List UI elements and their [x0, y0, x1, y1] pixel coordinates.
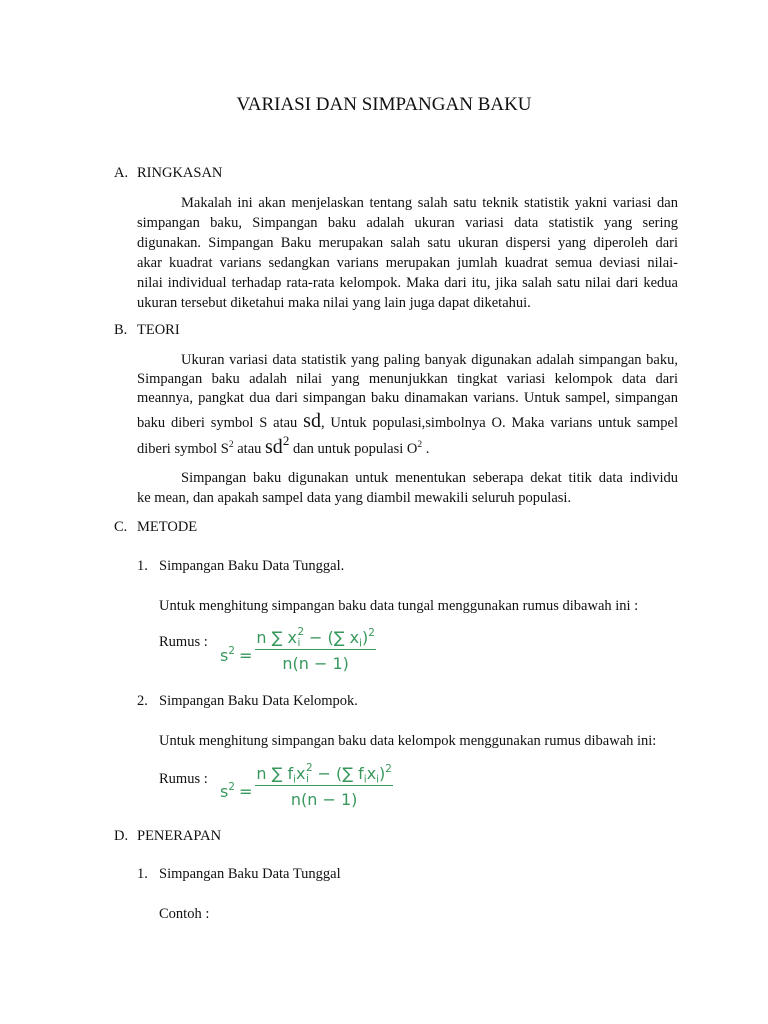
numerator — [255, 763, 393, 786]
numerator-term: x — [296, 764, 306, 783]
equals-sign: = — [238, 782, 253, 801]
denominator: n(n − 1) — [290, 790, 358, 809]
paragraph-line: Ukuran variasi data statistik yang paling banyak digunakan adalah simpangan baku, — [181, 352, 678, 368]
exponent: 2 — [282, 433, 290, 448]
sd-symbol: sd — [303, 410, 321, 432]
list-item-title: Simpangan Baku Data Kelompok. — [159, 693, 358, 709]
standard-deviation-formula-grouped — [220, 763, 393, 811]
formula-lhs — [220, 782, 235, 802]
exponent: 2 — [385, 763, 392, 775]
line-text: . — [422, 441, 430, 457]
subscript-superscript — [305, 762, 313, 785]
section-penerapan-heading — [114, 826, 221, 846]
paragraph-line: akar kuadrat varians sedangkan varians merupakan jumlah kuadrat semua deviasi nilai- — [137, 255, 678, 271]
formula-label: Rumus : — [159, 634, 208, 650]
paragraph-line: ke mean, dan apakah sampel data yang diambil mewakili seluruh populasi. — [137, 490, 572, 506]
numerator — [255, 627, 375, 650]
paragraph-line — [137, 433, 430, 459]
fraction — [255, 763, 393, 811]
paragraph-line: nilai individual terhadap rata-rata kelompok. Maka dari itu, jika salah satu nilai dari kedua — [137, 275, 678, 291]
exponent: 2 — [228, 781, 235, 793]
line-text: atau — [233, 441, 266, 457]
index: i — [293, 773, 296, 786]
sd-symbol: sd — [265, 436, 283, 458]
exponent: 2 — [417, 440, 423, 450]
list-number: 1. — [137, 558, 148, 574]
list-item-title: Simpangan Baku Data Tunggal. — [159, 558, 345, 574]
fraction — [255, 627, 375, 675]
numerator-term: − (∑ f — [312, 764, 364, 783]
numerator-term: x — [366, 764, 377, 783]
section-teori-heading — [114, 320, 180, 340]
numerator-term: ) — [361, 628, 369, 647]
section-marker: D. — [114, 828, 129, 844]
line-text: diberi symbol — [137, 441, 221, 457]
numerator-term: n ∑ f — [256, 764, 294, 783]
line-text: dan untuk populasi — [289, 441, 407, 457]
paragraph-line: ukuran tersebut diketahui maka nilai yang lain juga dapat diketahui. — [137, 295, 531, 311]
variance-symbol: s — [220, 782, 229, 801]
list-item — [137, 556, 344, 576]
paragraph-line: Simpangan baku adalah nilai yang menunjukkan tingkat variasi kelompok data dari — [137, 371, 678, 387]
paragraph-line: digunakan. Simpangan Baku merupakan salah satu ukuran dispersi yang diperoleh dari — [137, 235, 678, 251]
index: i — [359, 637, 362, 650]
formula-lhs — [220, 646, 235, 666]
exponent: 2 — [305, 762, 313, 774]
exponent: 2 — [297, 626, 305, 638]
document-title: VARIASI DAN SIMPANGAN BAKU — [236, 94, 532, 115]
exponent: 2 — [228, 645, 235, 657]
paragraph-line: Simpangan baku digunakan untuk menentukan seberapa dekat titik data individu — [181, 470, 678, 486]
list-item — [137, 864, 341, 884]
section-ringkasan-heading — [114, 163, 222, 183]
s-symbol: S — [220, 441, 229, 457]
line-text: , Untuk populasi,simbolnya O. Maka varians untuk sampel — [320, 415, 679, 431]
method-description: Untuk menghitung simpangan baku data kelompok menggunakan rumus dibawah ini: — [159, 733, 657, 749]
standard-deviation-formula-single — [220, 627, 376, 675]
numerator-term: − (∑ x — [303, 628, 360, 647]
list-item-title: Simpangan Baku Data Tunggal — [159, 866, 341, 882]
section-title: RINGKASAN — [137, 165, 223, 181]
section-title: TEORI — [137, 322, 180, 338]
section-title: PENERAPAN — [137, 828, 222, 844]
paragraph-line: simpangan baku, Simpangan baku adalah ukuran variasi data statistik yang sering — [137, 215, 678, 231]
formula-label: Rumus : — [159, 771, 208, 787]
numerator-term: ) — [379, 764, 386, 783]
exponent: 2 — [228, 440, 234, 450]
list-item — [137, 691, 358, 711]
section-metode-heading — [114, 517, 197, 537]
equals-sign: = — [238, 646, 253, 665]
paragraph-line: Makalah ini akan menjelaskan tentang salah satu teknik statistik yakni variasi dan — [181, 195, 678, 211]
list-number: 2. — [137, 693, 148, 709]
numerator-term: n ∑ x — [256, 628, 297, 647]
section-title: METODE — [137, 519, 198, 535]
section-marker: A. — [114, 165, 129, 181]
o-symbol: O — [406, 441, 418, 457]
list-number: 1. — [137, 866, 148, 882]
paragraph-line — [137, 411, 678, 433]
exponent: 2 — [368, 627, 375, 639]
denominator: n(n − 1) — [282, 654, 349, 673]
section-marker: B. — [114, 322, 128, 338]
example-label: Contoh : — [159, 906, 210, 922]
index: i — [376, 773, 380, 786]
line-text: baku diberi symbol S atau — [137, 415, 304, 431]
variance-symbol: s — [220, 646, 229, 665]
index: i — [363, 773, 367, 786]
section-marker: C. — [114, 519, 128, 535]
subscript-superscript — [297, 626, 305, 649]
paragraph-line: meannya, pangkat dua dari simpangan baku dinamakan varians. Untuk sampel, simpangan — [137, 390, 678, 406]
index: i — [305, 773, 309, 785]
index: i — [297, 637, 301, 649]
method-description: Untuk menghitung simpangan baku data tungal menggunakan rumus dibawah ini : — [159, 598, 639, 614]
